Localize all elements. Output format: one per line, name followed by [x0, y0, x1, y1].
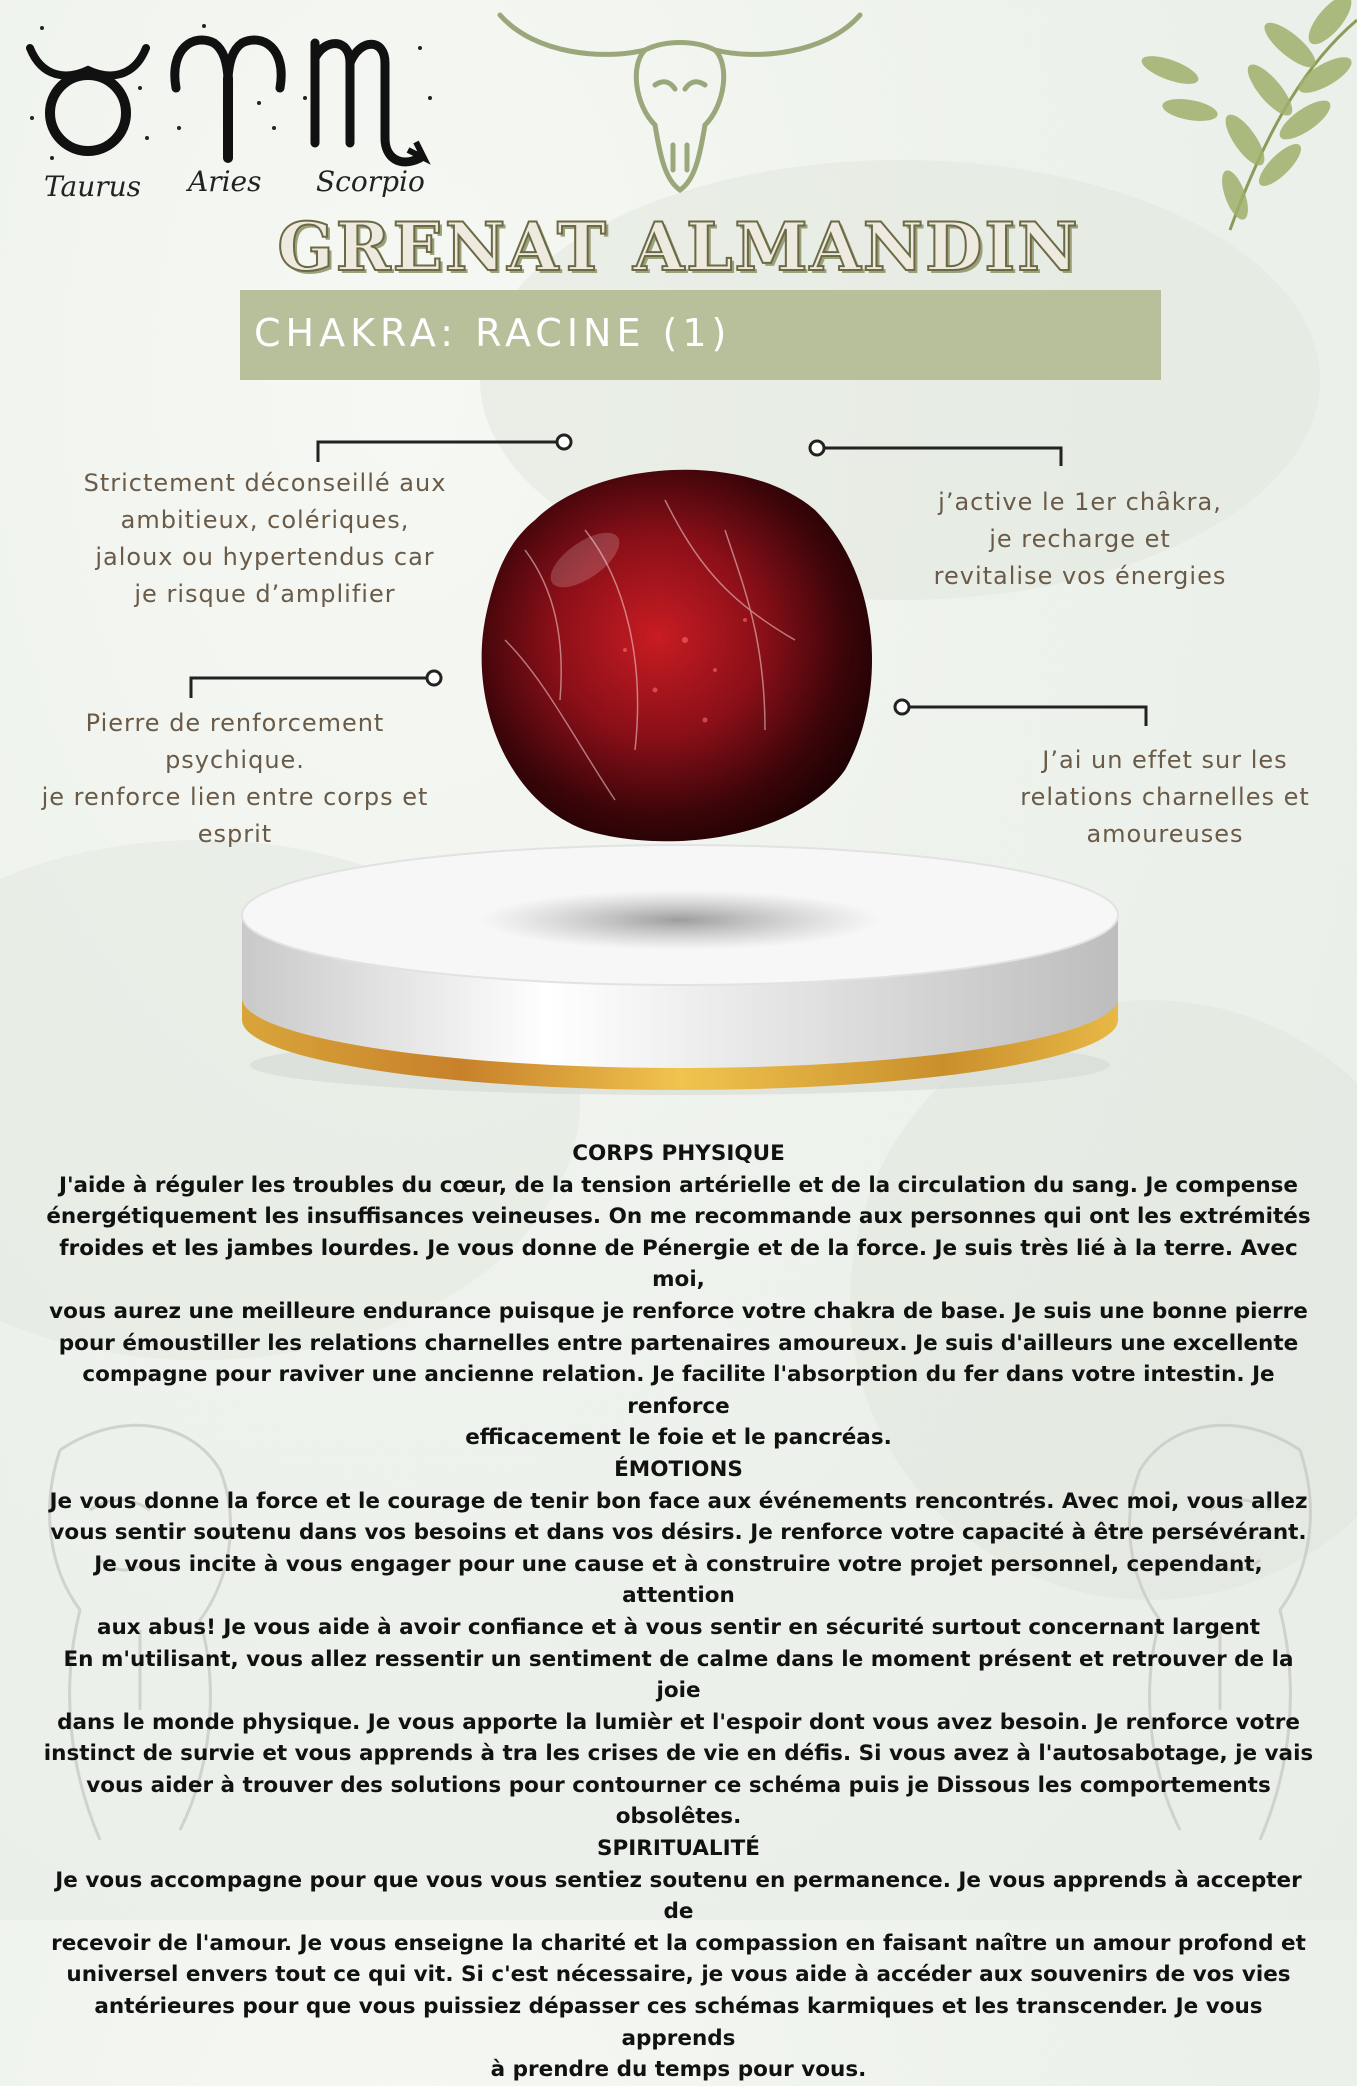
- callout-line: amoureuses: [1086, 820, 1244, 848]
- chakra-label: CHAKRA: RACINE (1): [254, 311, 732, 355]
- podium-image: [230, 840, 1130, 1100]
- callout-line: je recharge et: [989, 525, 1171, 553]
- section-text-line: J'aide à réguler les troubles du cœur, de la tension artérielle et de la circulation du sang. Je compense: [58, 1172, 1299, 1198]
- section-text-line: énergétiquement les insuffisances veineuses. On me recommande aux personnes qui ont les extrémités: [46, 1204, 1311, 1230]
- section-text-line: Je vous accompagne pour que vous vous sentiez soutenu en permanence. Je vous apprends à accepter de: [55, 1867, 1302, 1925]
- callout-line: relations charnelles et: [1020, 783, 1310, 811]
- section-text-line: universel envers tout ce qui vit. Si c'est nécessaire, je vous aide à accéder aux souvenirs de vos vies: [66, 1962, 1291, 1988]
- section-text-line: pour émoustiller les relations charnelles entre partenaires amoureux. Je suis d'ailleurs une excellente: [58, 1330, 1299, 1356]
- section-heading: ÉMOTIONS: [614, 1456, 743, 1482]
- callout-line: J’ai un effet sur les: [1042, 746, 1288, 774]
- callout-line: j’active le 1er chȃkra,: [938, 488, 1222, 516]
- taurus-icon: [22, 18, 162, 168]
- section-text-line: vous aurez une meilleure endurance puisque je renforce votre chakra de base. Je suis une bonne pierre: [49, 1298, 1308, 1324]
- section-text-line: instinct de survie et vous apprends à tra les crises de vie en défis. Si vous avez à l'autosabotage, je vais: [43, 1741, 1314, 1767]
- callout-line: je renforce lien entre corps et: [41, 783, 429, 811]
- leaves-icon: [1130, 0, 1357, 240]
- callout-line: Strictement déconseillé aux: [83, 469, 447, 497]
- section-text-line: froides et les jambes lourdes. Je vous donne de Pénergie et de la force. Je suis très lié à la terre. Avec moi,: [59, 1235, 1298, 1293]
- callout-line: Pierre de renforcement: [85, 709, 385, 737]
- section-text-line: antérieures pour que vous puissiez dépasser ces schémas karmiques et les transcender. Je vous apprends: [94, 1994, 1263, 2051]
- connector-bottom-right: [909, 707, 1146, 726]
- callout-line: esprit: [197, 820, 273, 848]
- section-text-line: Je vous donne la force et le courage de tenir bon face aux événements rencontrés. Avec moi, vous allez: [49, 1488, 1308, 1514]
- section-heading: CORPS PHYSIQUE: [572, 1141, 785, 1166]
- callout-line: psychique.: [165, 746, 305, 774]
- section-text-line: aux abus! Je vous aide à avoir confiance et à vous sentir en sécurité surtout concernant largent: [96, 1614, 1261, 1640]
- page-title: GRENAT ALMANDIN: [277, 208, 1080, 286]
- taurus-label: Taurus: [44, 170, 142, 203]
- aries-icon: [164, 18, 294, 168]
- section-text-line: à prendre du temps pour vous.: [490, 2057, 867, 2083]
- callout-line: je risque d’amplifier: [134, 580, 396, 608]
- section-text-line: vous aider à trouver des solutions pour contourner ce schéma puis je Dissous les comportements: [86, 1772, 1271, 1798]
- section-heading: SPIRITUALITÉ: [597, 1836, 760, 1862]
- callout-bottom-left: [30, 705, 440, 853]
- callout-line: jaloux ou hypertendus car: [95, 543, 435, 571]
- section-text-line: dans le monde physique. Je vous apporte la lumièr et l'espoir dont vous avez besoin. Je renforce votre: [57, 1709, 1300, 1735]
- scorpio-icon: [300, 18, 440, 178]
- section-text-line: compagne pour raviver une ancienne relation. Je facilite l'absorption du fer dans votre intestin. Je renforce: [82, 1362, 1275, 1419]
- callout-top-right: [910, 484, 1250, 595]
- callout-line: revitalise vos énergies: [933, 562, 1227, 590]
- section-text-line: efficacement le foie et le pancréas.: [465, 1425, 892, 1451]
- bull-skull-icon: [495, 5, 865, 195]
- garnet-stone-image: [465, 440, 890, 860]
- section-text-line: obsolêtes.: [615, 1804, 742, 1830]
- callout-line: ambitieux, colériques,: [120, 506, 410, 534]
- description-body: [40, 1138, 1317, 2086]
- section-text-line: En m'utilisant, vous allez ressentir un sentiment de calme dans le moment présent et retrouver de la joie: [63, 1646, 1294, 1704]
- section-text-line: vous sentir soutenu dans vos besoins et dans vos désirs. Je renforce votre capacité à être persévérant.: [50, 1520, 1307, 1546]
- callout-bottom-right: [1000, 742, 1330, 853]
- connector-bottom-left: [191, 678, 428, 698]
- section-text-line: recevoir de l'amour. Je vous enseigne la charité et la compassion en faisant naître un amour profond et: [51, 1930, 1306, 1956]
- section-text-line: Je vous incite à vous engager pour une cause et à construire votre projet personnel, cependant, attention: [94, 1551, 1263, 1609]
- callout-top-left: [70, 465, 460, 613]
- aries-label: Aries: [188, 165, 262, 198]
- scorpio-label: Scorpio: [316, 165, 425, 198]
